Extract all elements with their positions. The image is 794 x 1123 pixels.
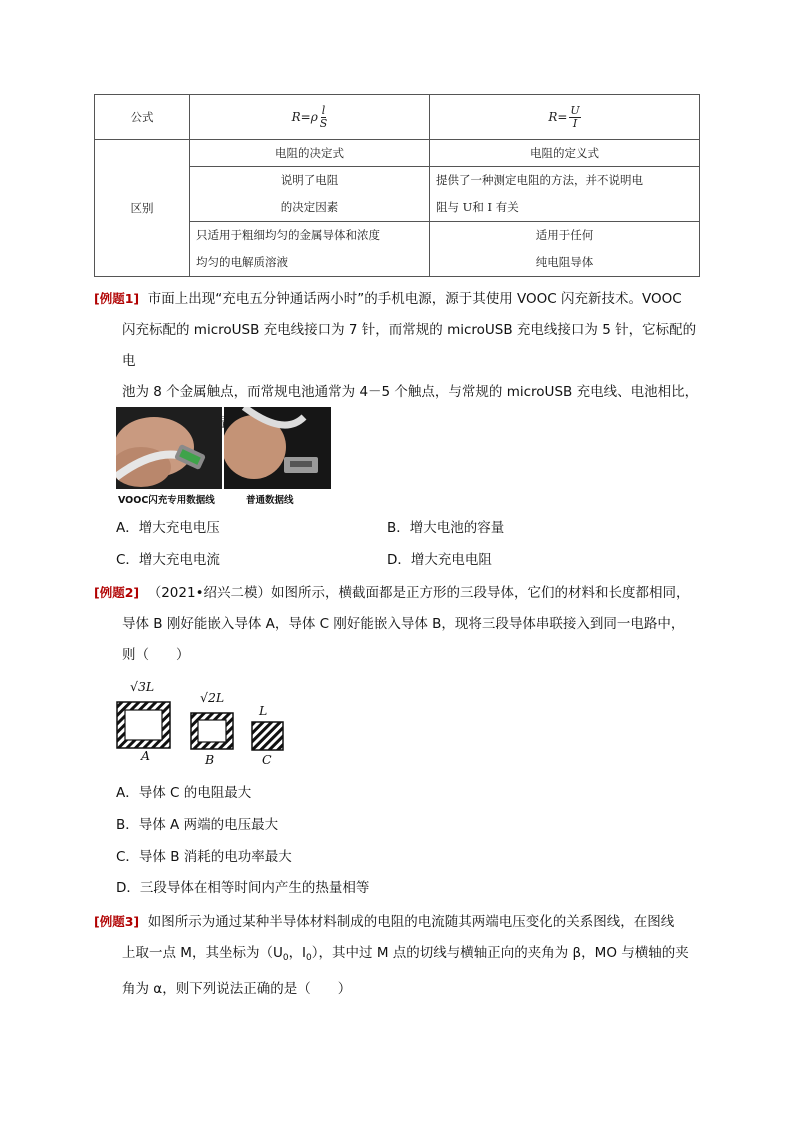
ex2-option-c: C．导体 B 消耗的电功率最大 — [116, 849, 292, 865]
formula-defining: R= $\frac{U}{I}$ — [430, 95, 700, 140]
example-1-tag: [例题1] — [94, 291, 140, 306]
normal-cable-caption: 普通数据线 — [246, 495, 294, 506]
example-3-question: [例题3] 如图所示为通过某种半导体材料制成的电阻的电流随其两端电压变化的关系图线，在图线 上取一点 M，其坐标为（$U_0$，$I_0$），其中过 M 点的切线与横轴正向的夹角为 β，MO 与横轴的夹 角为 α，则下列说法正确的是（ ） — [94, 914, 689, 997]
label-b: B — [205, 752, 215, 767]
ex1-option-d: D．增大充电电阻 — [387, 552, 492, 568]
ex1-option-b: B．增大电池的容量 — [387, 520, 505, 536]
ex2-option-a: A．导体 C 的电阻最大 — [116, 785, 252, 801]
table-row — [95, 140, 700, 167]
example-3-tag: [例题3] — [94, 914, 140, 929]
vooc-cable-caption: VOOC闪充专用数据线 — [118, 495, 215, 506]
label-c-side: L — [259, 703, 268, 718]
example-2-tag: [例题2] — [94, 585, 140, 600]
label-b-side: √2L — [200, 690, 225, 705]
label-c: C — [262, 752, 272, 767]
cell-measure-method: 提供了一种测定电阻的方法，并不说明电 阻与 U和 I 有关 — [430, 167, 700, 222]
ex1-option-a: A．增大充电电压 — [116, 520, 220, 536]
ex2-option-b: B．导体 A 两端的电压最大 — [116, 817, 279, 833]
ex2-option-d: D．三段导体在相等时间内产生的热量相等 — [116, 880, 370, 896]
normal-cable-image — [224, 407, 331, 489]
cell-determining-type: 电阻的决定式 — [190, 140, 430, 167]
cell-scope-defining: 适用于任何 纯电阻导体 — [430, 222, 700, 277]
row-label-formula: 公式 — [95, 95, 190, 140]
cell-scope-determining: 只适用于粗细均匀的金属导体和浓度 均匀的电解质溶液 — [190, 222, 430, 277]
cell-defining-type: 电阻的定义式 — [430, 140, 700, 167]
example-1-question: [例题1] 市面上出现“充电五分钟通话两小时”的手机电源，源于其使用 VOOC 闪充新技术。VOOC 闪充标配的 microUSB 充电线接口为 7 针，而常规的 microUSB 充电线接口为 5 针，它标配的电 池为 8 个金属触点，而常规电池通常为 4－5 个触点，与常规的 microUSB 充电线、电池相比， — [94, 291, 699, 400]
comparison-table — [94, 94, 700, 277]
row-label-difference: 区别 — [95, 140, 190, 277]
table-row — [95, 95, 700, 140]
label-a: A — [141, 748, 151, 763]
label-a-side: √3L — [130, 679, 155, 694]
ex1-option-c: C．增大充电电流 — [116, 552, 220, 568]
formula-determining: R=ρ $\frac{l}{S}$ — [190, 95, 430, 140]
cell-factors: 说明了电阻 的决定因素 — [190, 167, 430, 222]
charging-cable-photo — [116, 407, 331, 511]
vooc-cable-image — [116, 407, 222, 489]
example-2-question: [例题2] （2021•绍兴二模）如图所示，横截面都是正方形的三段导体，它们的材料和长度都相同， 导体 B 刚好能嵌入导体 A，导体 C 刚好能嵌入导体 B，现将三段导体串联接入到同一电路中， 则（ ） — [94, 585, 690, 663]
